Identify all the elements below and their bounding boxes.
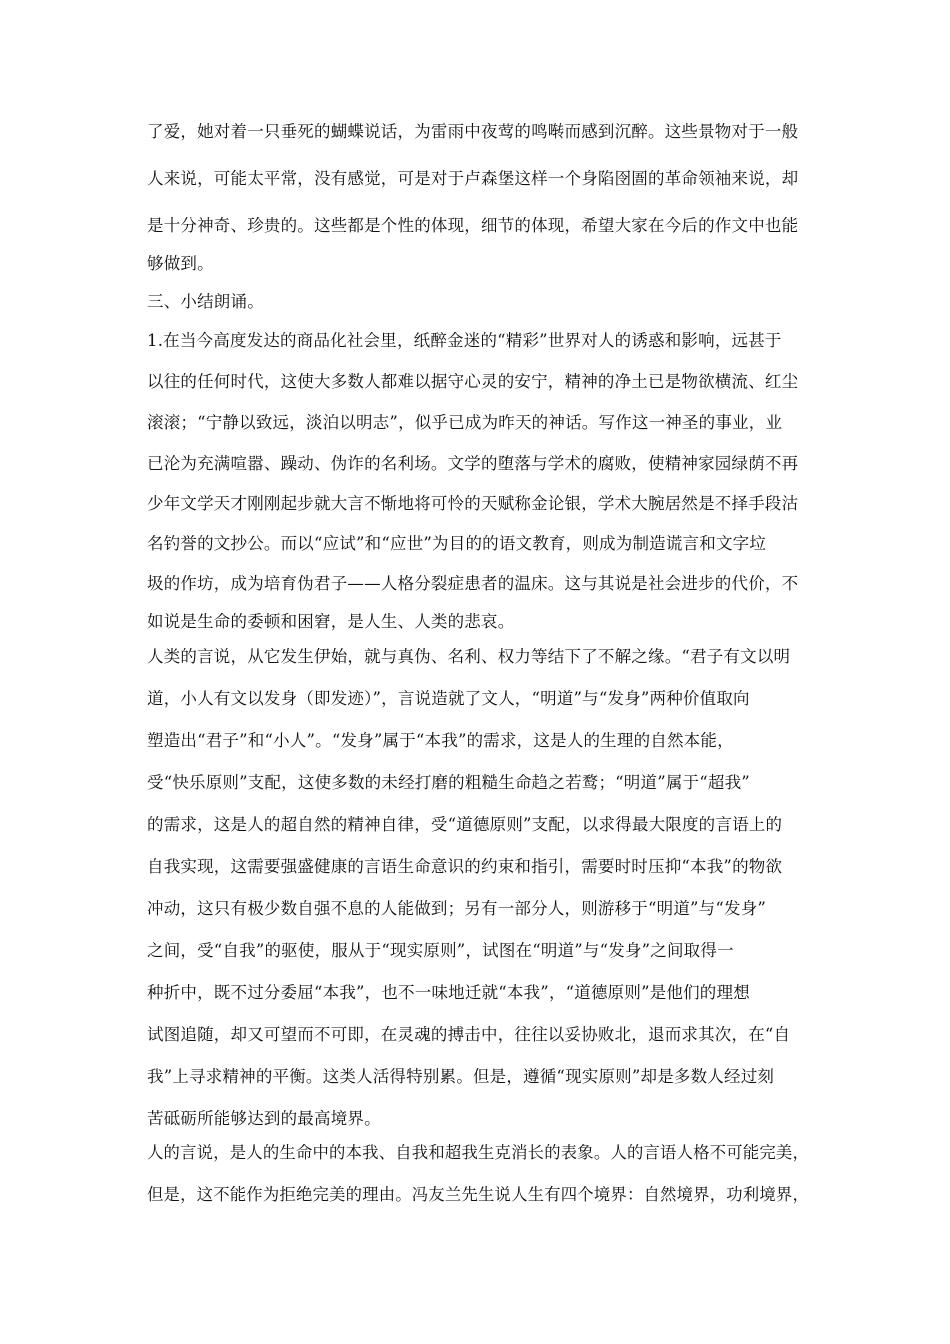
text-line: 够做到。: [147, 254, 214, 273]
text-line: 人的言说，是人的生命中的本我、自我和超我生克消长的表象。人的言语人格不可能完美，: [147, 1143, 809, 1162]
text-line: 之间，受“自我”的驱使，服从于“现实原则”，试图在“明道”与“发身”之间取得一: [147, 941, 734, 960]
text-line: 是十分神奇、珍贵的。这些都是个性的体现，细节的体现，希望大家在今后的作文中也能: [147, 216, 799, 235]
text-line: 圾的作坊，成为培育伪君子——人格分裂症患者的温床。这与其说是社会进步的代价，不: [147, 574, 799, 593]
text-line: 的需求，这是人的超自然的精神自律，受“道德原则”支配，以求得最大限度的言语上的: [147, 815, 783, 834]
text-line: 如说是生命的委顿和困窘，是人生、人类的悲哀。: [147, 612, 515, 631]
section-heading: 三、小结朗诵。: [147, 292, 264, 311]
text-line: 自我实现，这需要强盛健康的言语生命意识的约束和指引，需要时时压抑“本我”的物欲: [147, 857, 783, 876]
text-line: 了爱，她对着一只垂死的蝴蝶说话，为雷雨中夜莺的鸣啭而感到沉醉。这些景物对于一般: [147, 122, 799, 141]
text-line: 滚滚；“宁静以致远，淡泊以明志”，似乎已成为昨天的神话。写作这一神圣的事业，业: [147, 413, 783, 432]
text-line: 已沦为充满喧嚣、躁动、伪诈的名利场。文学的堕落与学术的腐败，使精神家园绿荫不再: [147, 454, 799, 473]
text-line: 人类的言说，从它发生伊始，就与真伪、名利、权力等结下了不解之缘。“君子有文以明: [147, 647, 791, 666]
text-line: 苦砥砺所能够达到的最高境界。: [147, 1109, 381, 1128]
text-line: 1.在当今高度发达的商品化社会里，纸醉金迷的“精彩”世界对人的诱惑和影响，远甚于: [147, 331, 782, 350]
text-line: 塑造出“君子”和“小人”。“发身”属于“本我”的需求，这是人的生理的自然本能，: [147, 731, 734, 750]
text-line: 道，小人有文以发身（即发迹）”，言说造就了文人，“明道”与“发身”两种价值取向: [147, 689, 750, 708]
text-line: 少年文学天才刚刚起步就大言不惭地将可怜的天赋称金论银，学术大腕居然是不择手段沽: [147, 494, 799, 513]
text-line: 种折中，既不过分委屈“本我”，也不一味地迁就“本我”，“道德原则”是他们的理想: [147, 983, 750, 1002]
text-line: 我”上寻求精神的平衡。这类人活得特别累。但是，遵循“现实原则”却是多数人经过刻: [147, 1067, 775, 1086]
text-line: 但是，这不能作为拒绝完美的理由。冯友兰先生说人生有四个境界：自然境界，功利境界，: [147, 1185, 809, 1204]
text-line: 试图追随，却又可望而不可即，在灵魂的搏击中，往往以妥协败北，退而求其次，在“自: [147, 1025, 791, 1044]
text-line: 名钓誉的文抄公。而以“应试”和“应世”为目的的语文教育，则成为制造谎言和文字垃: [147, 534, 767, 553]
text-line: 人来说，可能太平常，没有感觉，可是对于卢森堡这样一个身陷囹圄的革命领袖来说，却: [147, 169, 799, 188]
text-line: 冲动，这只有极少数自强不息的人能做到；另有一部分人，则游移于“明道”与“发身”: [147, 899, 767, 918]
text-line: 受“快乐原则”支配，这使多数的未经打磨的粗糙生命趋之若鹜；“明道”属于“超我”: [147, 773, 750, 792]
text-line: 以往的任何时代，这使大多数人都难以据守心灵的安宁，精神的净土已是物欲横流、红尘: [147, 372, 799, 391]
